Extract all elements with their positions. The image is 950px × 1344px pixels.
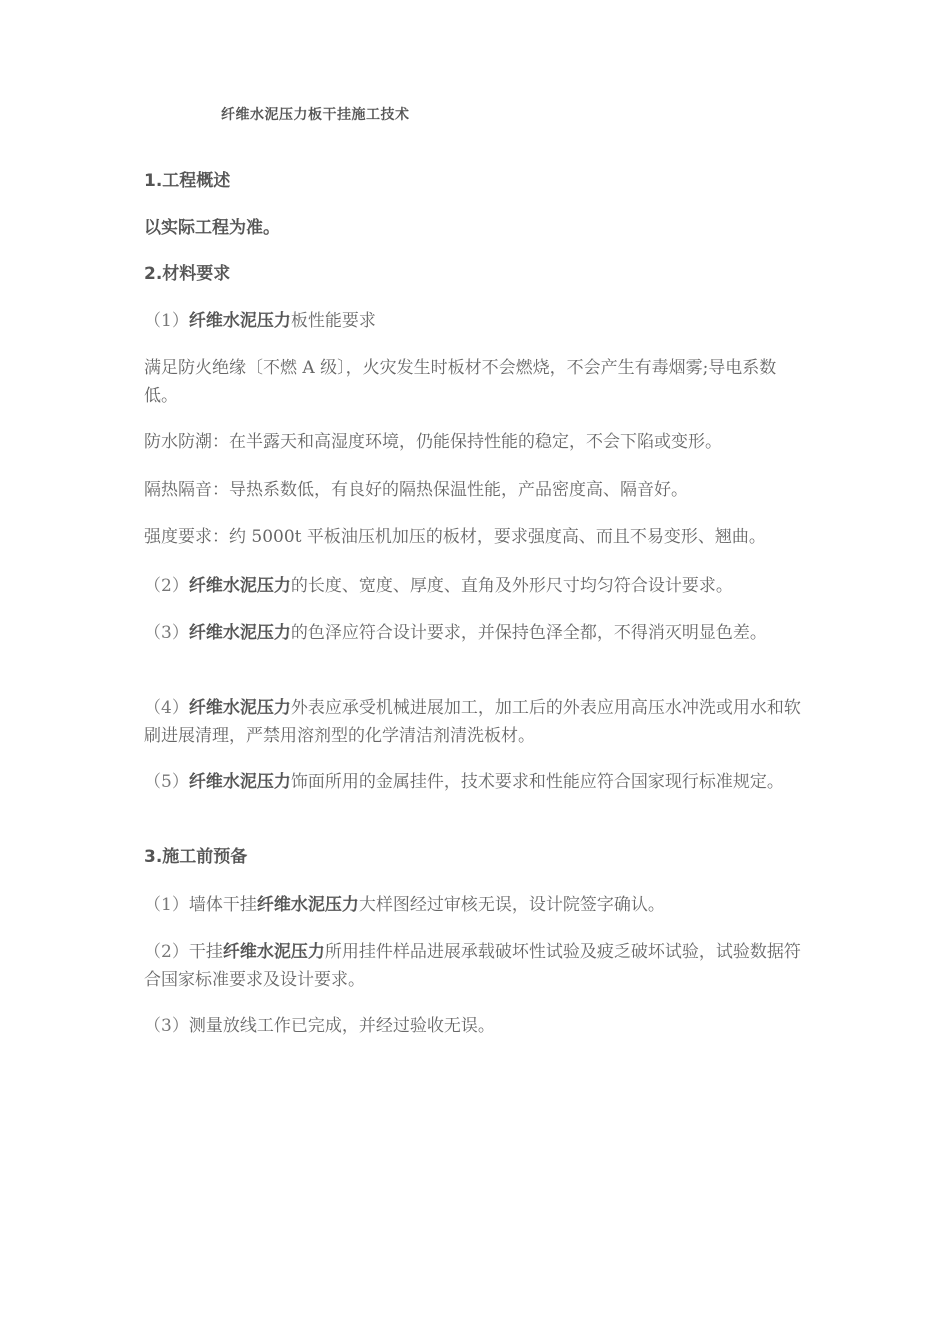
bold-term: 纤维水泥压力 (188, 698, 291, 718)
item-number: （3） (144, 1016, 189, 1036)
bold-term: 纤维水泥压力 (188, 623, 291, 643)
material-item-4 (144, 694, 809, 750)
section-1-heading: 1.工程概述 (144, 171, 231, 191)
material-item-1 (144, 307, 809, 335)
item-text: 外表应承受机械进展加工，加工后的外表应用高压水冲洗或用水和软刷进展清理，严禁用溶剂型的化学清洁剂清洗板材。 (144, 698, 801, 746)
item-prefix: 干挂 (188, 942, 223, 962)
bold-term: 纤维水泥压力 (256, 895, 359, 915)
item-text: 测量放线工作已完成，并经过验收无误。 (188, 1016, 495, 1036)
bold-term: 纤维水泥压力 (188, 772, 291, 792)
bold-term: 纤维水泥压力 (188, 576, 291, 596)
item-text: 的长度、宽度、厚度、直角及外形尺寸均匀符合设计要求。 (290, 576, 733, 596)
item-number: （1） (144, 895, 189, 915)
item-number: （1） (144, 311, 189, 331)
item-number: （2） (144, 576, 189, 596)
section-1-text: 以实际工程为准。 (144, 218, 280, 238)
material-item-3 (144, 619, 809, 647)
document-title: 纤维水泥压力板干挂施工技术 (221, 107, 410, 123)
item-text: 板性能要求 (290, 311, 376, 331)
item-prefix: 墙体干挂 (188, 895, 257, 915)
paragraph-strength: 强度要求：约 5000t 平板油压机加压的板材，要求强度高、而且不易变形、翘曲。 (144, 527, 766, 547)
paragraph-water: 防水防潮：在半露天和高湿度环境，仍能保持性能的稳定，不会下陷或变形。 (144, 432, 722, 452)
item-number: （2） (144, 942, 189, 962)
prep-item-2 (144, 938, 809, 994)
item-text: 大样图经过审核无误，设计院签字确认。 (358, 895, 665, 915)
section-2-heading: 2.材料要求 (144, 264, 231, 284)
item-text: 的色泽应符合设计要求，并保持色泽全都，不得消灭明显色差。 (290, 623, 767, 643)
section-3-heading: 3.施工前预备 (144, 847, 248, 867)
material-item-5 (144, 768, 809, 796)
prep-item-1 (144, 891, 809, 919)
item-number: （4） (144, 698, 189, 718)
paragraph-heat: 隔热隔音：导热系数低，有良好的隔热保温性能，产品密度高、隔音好。 (144, 480, 688, 500)
bold-term: 纤维水泥压力 (188, 311, 291, 331)
item-text: 饰面所用的金属挂件，技术要求和性能应符合国家现行标准规定。 (290, 772, 784, 792)
item-number: （5） (144, 772, 189, 792)
item-text: 所用挂件样品进展承载破坏性试验及疲乏破坏试验，试验数据符合国家标准要求及设计要求。 (144, 942, 801, 990)
item-number: （3） (144, 623, 189, 643)
bold-term: 纤维水泥压力 (222, 942, 325, 962)
paragraph-fire: 满足防火绝缘〔不燃 A 级〕，火灾发生时板材不会燃烧，不会产生有毒烟雾;导电系数低。 (144, 358, 777, 406)
material-item-2 (144, 572, 809, 600)
prep-item-3 (144, 1012, 809, 1040)
